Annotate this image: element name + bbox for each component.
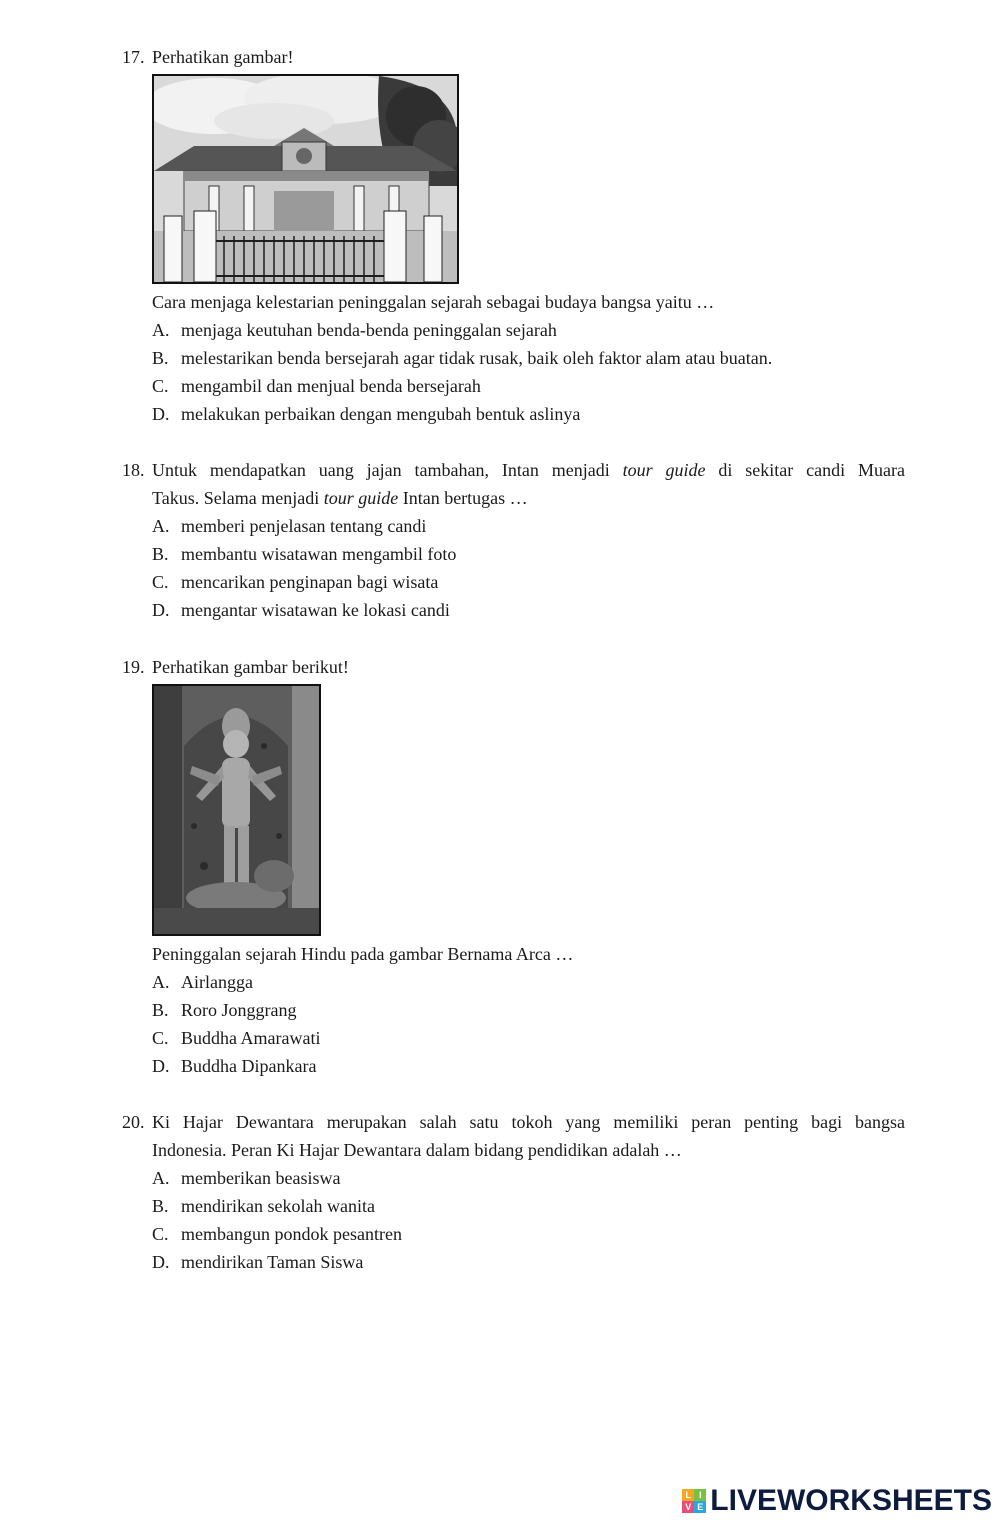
option-text: mencarikan penginapan bagi wisata	[181, 572, 439, 592]
question-stem-part: Takus. Selama menjadi	[152, 488, 324, 508]
question-stem-part: Untuk mendapatkan uang jajan tambahan, Intan menjadi	[152, 460, 623, 480]
option-b[interactable]	[122, 344, 905, 372]
question-17	[122, 43, 905, 71]
option-a[interactable]	[122, 968, 905, 996]
question-20-stem-line-1	[122, 1108, 905, 1136]
option-text: Airlangga	[181, 972, 253, 992]
option-letter: C.	[152, 572, 169, 592]
option-letter: B.	[152, 1196, 169, 1216]
option-text: memberikan beasiswa	[181, 1168, 341, 1188]
option-text: Roro Jonggrang	[181, 1000, 297, 1020]
logo-mark-letter: I	[694, 1489, 706, 1501]
option-text: membantu wisatawan mengambil foto	[181, 544, 457, 564]
question-20	[122, 1108, 905, 1276]
question-stem-italic: tour guide	[323, 488, 399, 508]
option-letter: A.	[152, 972, 170, 992]
question-17-body	[122, 288, 905, 428]
option-d[interactable]	[122, 400, 905, 428]
logo-mark-letter: L	[682, 1489, 694, 1501]
option-text: Buddha Dipankara	[181, 1056, 317, 1076]
option-d[interactable]	[122, 1248, 905, 1276]
question-18	[122, 456, 905, 624]
option-b[interactable]	[122, 996, 905, 1024]
option-d[interactable]	[122, 1052, 905, 1080]
option-letter: B.	[152, 544, 169, 564]
logo-mark-letter: V	[682, 1501, 694, 1513]
option-letter: D.	[152, 404, 170, 424]
option-text: mendirikan sekolah wanita	[181, 1196, 375, 1216]
option-letter: C.	[152, 376, 169, 396]
option-text: melakukan perbaikan dengan mengubah bentuk aslinya	[181, 404, 581, 424]
question-19-stem-line	[122, 653, 905, 681]
option-text: mengantar wisatawan ke lokasi candi	[181, 600, 450, 620]
option-a[interactable]	[122, 1164, 905, 1192]
question-number: 17.	[122, 47, 145, 67]
question-20-stem-line-2: Indonesia. Peran Ki Hajar Dewantara dalam bidang pendidikan adalah …	[152, 1140, 682, 1160]
keraton-building-photo	[152, 74, 459, 284]
option-c[interactable]	[122, 1024, 905, 1052]
logo-text: LIVEWORKSHEETS	[710, 1484, 992, 1517]
question-stem: Perhatikan gambar!	[152, 47, 294, 67]
option-letter: B.	[152, 1000, 169, 1020]
question-text: Cara menjaga kelestarian peninggalan sejarah sebagai budaya bangsa yaitu …	[152, 292, 715, 312]
option-text: mengambil dan menjual benda bersejarah	[181, 376, 481, 396]
option-c[interactable]	[122, 1220, 905, 1248]
question-stem: Perhatikan gambar berikut!	[152, 657, 349, 677]
option-b[interactable]	[122, 540, 905, 568]
option-text: memberi penjelasan tentang candi	[181, 516, 427, 536]
option-letter: D.	[152, 600, 170, 620]
question-17-stem-line	[122, 43, 905, 71]
arca-statue-photo	[152, 684, 321, 936]
option-letter: A.	[152, 1168, 170, 1188]
option-text: Buddha Amarawati	[181, 1028, 321, 1048]
option-letter: B.	[152, 348, 169, 368]
option-letter: D.	[152, 1252, 170, 1272]
question-18-stem-line-1	[122, 456, 905, 484]
logo-mark-letter: E	[694, 1501, 706, 1513]
option-text: melestarikan benda bersejarah agar tidak rusak, baik oleh faktor alam atau buatan.	[181, 348, 773, 368]
question-number: 18.	[122, 460, 145, 480]
question-text: Peninggalan sejarah Hindu pada gambar Bernama Arca …	[152, 944, 574, 964]
option-letter: C.	[152, 1224, 169, 1244]
option-letter: A.	[152, 320, 170, 340]
question-stem-part: Intan bertugas …	[398, 488, 528, 508]
question-number: 19.	[122, 657, 145, 677]
option-c[interactable]	[122, 372, 905, 400]
option-a[interactable]	[122, 512, 905, 540]
option-c[interactable]	[122, 568, 905, 596]
question-19	[122, 653, 905, 681]
option-b[interactable]	[122, 1192, 905, 1220]
keraton-illustration	[154, 76, 457, 282]
option-a[interactable]	[122, 316, 905, 344]
option-d[interactable]	[122, 596, 905, 624]
option-text: mendirikan Taman Siswa	[181, 1252, 364, 1272]
liveworksheets-logo[interactable]	[682, 1483, 992, 1519]
liveworksheets-logo-icon	[682, 1489, 706, 1513]
option-letter: C.	[152, 1028, 169, 1048]
question-stem-part: Ki Hajar Dewantara merupakan salah satu tokoh yang memiliki peran penting bagi bangsa	[152, 1112, 905, 1132]
question-number: 20.	[122, 1112, 145, 1132]
question-stem-italic: tour guide	[622, 460, 706, 480]
option-letter: A.	[152, 516, 170, 536]
question-stem-part: di sekitar candi Muara	[705, 460, 905, 480]
option-text: membangun pondok pesantren	[181, 1224, 402, 1244]
option-text: menjaga keutuhan benda-benda peninggalan sejarah	[181, 320, 557, 340]
question-19-body	[122, 940, 905, 1080]
statue-illustration	[154, 686, 319, 934]
question-18-stem-line-2	[122, 484, 905, 512]
option-letter: D.	[152, 1056, 170, 1076]
